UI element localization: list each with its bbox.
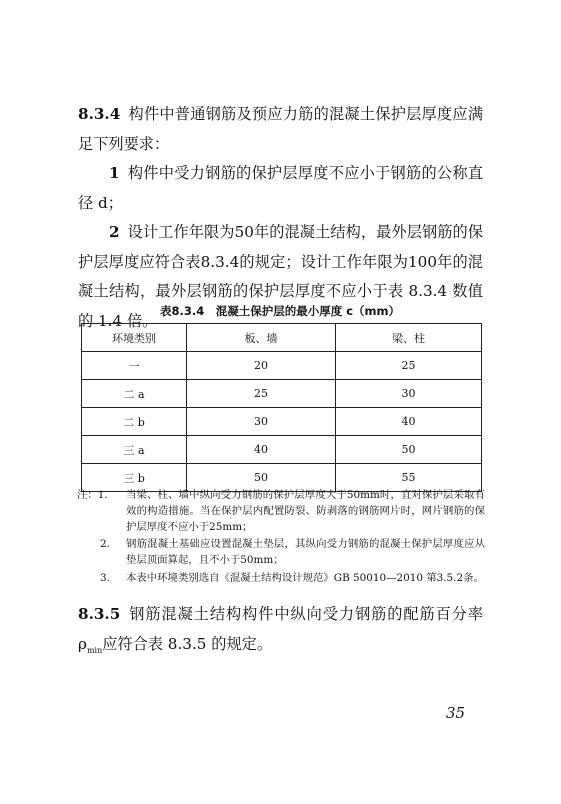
table-cell: 三 b [82, 464, 187, 492]
clause-text: 构件中普通钢筋及预应力筋的混凝土保护层厚度应满足下列要求： [78, 105, 483, 153]
table-cell: 40 [336, 408, 482, 436]
item-text: 构件中受力钢筋的保护层厚度不应小于钢筋的公称直径 d； [78, 164, 483, 212]
rho-subscript: min [86, 645, 103, 655]
table-cell: 25 [187, 380, 336, 408]
note-item [100, 537, 485, 569]
item-number: 2 [109, 223, 120, 241]
table-row [82, 408, 482, 436]
table-row [82, 380, 482, 408]
header-environment-class: 环境类别 [82, 324, 187, 352]
header-slab-wall: 板、墙 [187, 324, 336, 352]
clause-item-1 [78, 159, 483, 218]
note-item [77, 488, 485, 535]
cover-thickness-table [81, 323, 482, 492]
table-row [82, 352, 482, 380]
note-item [100, 571, 485, 587]
note-text: 当梁、柱、墙中纵向受力钢筋的保护层厚度大于50mm时，宜对保护层采取有效的构造措施。当在保护层内配置防裂、防剥落的钢筋网片时，网片钢筋的保护层厚度不应小于25mm； [126, 489, 485, 533]
note-text: 钢筋混凝土基础应设置混凝土垫层，其纵向受力钢筋的混凝土保护层厚度应从垫层顶面算起，且不小于50mm； [126, 538, 485, 567]
table-cell: 20 [187, 352, 336, 380]
notes-prefix: 注： [77, 489, 98, 501]
table-row [82, 436, 482, 464]
note-number: 1. [97, 489, 108, 501]
note-text: 本表中环境类别选自《混凝土结构设计规范》GB 50010—2010 第3.5.2条。 [126, 571, 484, 584]
table-cell: 25 [336, 352, 482, 380]
header-beam-column: 梁、柱 [336, 324, 482, 352]
clause-text: 钢筋混凝土结构构件中纵向受力钢筋的配筋百分率 ρ [78, 605, 483, 653]
table-caption: 表8.3.4 混凝土保护层的最小厚度 c（mm） [159, 304, 401, 318]
item-text: 设计工作年限为50年的混凝土结构，最外层钢筋的保护层厚度应符合表8.3.4的规定；设计工作年限为100年的混凝土结构，最外层钢筋的保护层厚度不应小于表 8.3.4 数值的 1.4 倍。 [78, 223, 483, 330]
table-cell: 50 [336, 436, 482, 464]
table-cell: 三 a [82, 436, 187, 464]
table-cell: 30 [336, 380, 482, 408]
page-number: 35 [446, 704, 466, 722]
table-cell: 55 [336, 464, 482, 492]
table-cell: 40 [187, 436, 336, 464]
table-notes [77, 488, 485, 589]
table-cell: 二 b [82, 408, 187, 436]
clause-text-end: 应符合表 8.3.5 的规定。 [102, 634, 273, 653]
clause-number: 8.3.4 [78, 105, 121, 123]
note-number: 3. [100, 571, 110, 584]
table-header-row [82, 324, 482, 352]
table-cell: 二 a [82, 380, 187, 408]
clause-8-3-4 [78, 100, 483, 159]
table-cell: 30 [187, 408, 336, 436]
table-cell: 一 [82, 352, 187, 380]
clause-8-3-5 [78, 600, 483, 665]
clause-number: 8.3.5 [78, 605, 121, 623]
table-cell: 50 [187, 464, 336, 492]
note-label [77, 488, 126, 535]
item-number: 1 [109, 164, 120, 182]
note-number: 2. [100, 538, 110, 551]
